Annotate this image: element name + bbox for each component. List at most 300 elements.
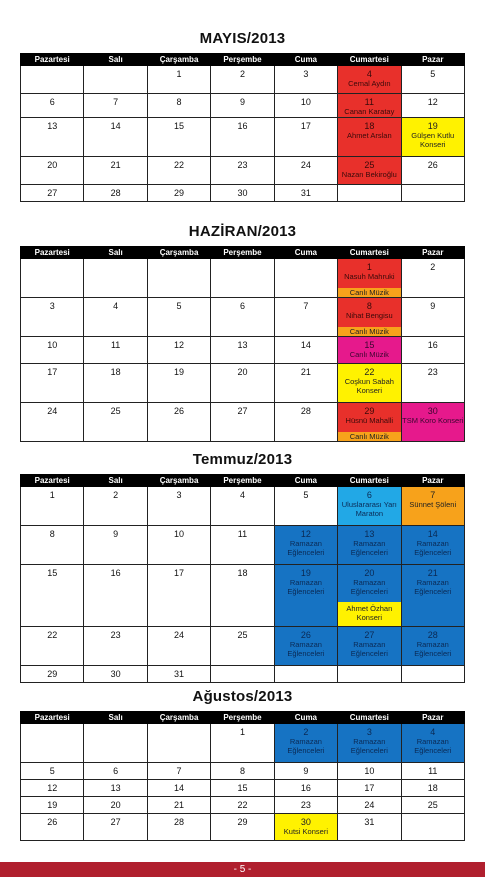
day-cell [84, 487, 147, 526]
month-title: HAZİRAN/2013 [188, 223, 297, 240]
day-cell [211, 526, 274, 565]
day-number [84, 259, 146, 262]
day-number: 26 [174, 406, 185, 416]
day-cell [21, 797, 84, 814]
day-number: 25 [110, 406, 121, 416]
day-number: 17 [364, 783, 375, 793]
event-label: Ramazan Eğlenceleri [414, 640, 452, 658]
day-number: 30 [300, 817, 311, 827]
week-row [21, 403, 465, 442]
day-number: 15 [237, 783, 248, 793]
day-cell [84, 403, 147, 442]
day-cell [274, 724, 337, 763]
day-number: 22 [174, 160, 185, 170]
day-number: 18 [364, 121, 375, 131]
day-number [211, 666, 273, 669]
week-row [21, 565, 465, 627]
day-number [338, 185, 400, 188]
day-cell [274, 487, 337, 526]
weekday-header: Perşembe [211, 54, 274, 66]
weekday-header: Cumartesi [338, 475, 401, 487]
month-title: Ağustos/2013 [192, 688, 293, 705]
day-number: 1 [366, 262, 372, 272]
day-number: 7 [430, 490, 436, 500]
day-cell [21, 94, 84, 118]
event-label: Ramazan Eğlenceleri [350, 539, 388, 557]
day-cell [274, 66, 337, 94]
day-cell [147, 259, 210, 298]
event-sub-label: Ahmet Özhan Konseri [338, 602, 400, 626]
day-cell [211, 814, 274, 841]
week-row [21, 364, 465, 403]
day-number: 27 [364, 630, 375, 640]
event-label: Ramazan Eğlenceleri [350, 578, 388, 596]
day-number: 21 [300, 367, 311, 377]
day-cell [401, 185, 464, 202]
day-number: 28 [300, 406, 311, 416]
day-cell [21, 526, 84, 565]
day-number: 8 [366, 301, 372, 311]
day-cell [401, 337, 464, 364]
day-number: 18 [110, 367, 121, 377]
day-number: 6 [239, 301, 245, 311]
day-cell [338, 157, 401, 185]
event-label: Ramazan Eğlenceleri [287, 578, 325, 596]
weekday-header: Çarşamba [147, 475, 210, 487]
week-row [21, 763, 465, 780]
day-number: 12 [427, 97, 438, 107]
day-number: 1 [239, 727, 245, 737]
day-number: 8 [239, 766, 245, 776]
day-number: 5 [176, 301, 182, 311]
day-cell [21, 118, 84, 157]
day-number: 27 [237, 406, 248, 416]
weekday-header: Pazartesi [21, 54, 84, 66]
day-cell [147, 565, 210, 627]
day-number: 20 [237, 367, 248, 377]
weekday-header: Pazar [401, 247, 464, 259]
week-row [21, 526, 465, 565]
day-number: 29 [47, 669, 58, 679]
week-row [21, 487, 465, 526]
day-cell [21, 298, 84, 337]
day-cell [21, 724, 84, 763]
day-number: 23 [300, 800, 311, 810]
day-cell [338, 259, 401, 298]
day-number: 25 [364, 160, 375, 170]
day-cell [21, 565, 84, 627]
day-number: 4 [366, 69, 372, 79]
event-label: Cemal Aydın [348, 79, 391, 88]
month-title: Temmuz/2013 [192, 451, 293, 468]
day-number: 31 [364, 817, 375, 827]
day-number [84, 724, 146, 727]
day-number: 30 [427, 406, 438, 416]
day-cell [338, 565, 401, 627]
day-number: 5 [303, 490, 309, 500]
day-cell [211, 118, 274, 157]
week-row [21, 185, 465, 202]
day-cell [338, 763, 401, 780]
event-label: Ramazan Eğlenceleri [287, 539, 325, 557]
day-number: 3 [176, 490, 182, 500]
day-number: 23 [237, 160, 248, 170]
day-number: 29 [237, 817, 248, 827]
event-label: Ramazan Eğlenceleri [287, 737, 325, 755]
event-label: Ramazan Eğlenceleri [287, 640, 325, 658]
calendar-table [20, 711, 465, 841]
event-label: Nihat Bengisu [345, 311, 393, 320]
day-number: 7 [113, 97, 119, 107]
day-cell [211, 797, 274, 814]
day-cell [211, 565, 274, 627]
day-cell [147, 627, 210, 666]
day-cell [84, 157, 147, 185]
day-cell [21, 666, 84, 683]
day-cell [147, 403, 210, 442]
event-sub-label: Canlı Müzik [338, 432, 400, 441]
day-number: 3 [303, 69, 309, 79]
week-row [21, 94, 465, 118]
day-cell [401, 259, 464, 298]
day-cell [84, 259, 147, 298]
day-number: 1 [49, 490, 55, 500]
day-cell [401, 298, 464, 337]
day-cell [338, 185, 401, 202]
week-row [21, 259, 465, 298]
week-row [21, 780, 465, 797]
day-number: 18 [237, 568, 248, 578]
day-number: 3 [366, 727, 372, 737]
day-cell [401, 487, 464, 526]
day-cell [211, 185, 274, 202]
weekday-header: Pazartesi [21, 475, 84, 487]
week-row [21, 814, 465, 841]
day-cell [21, 403, 84, 442]
day-cell [401, 66, 464, 94]
day-number: 16 [110, 568, 121, 578]
day-number: 5 [49, 766, 55, 776]
day-number: 2 [239, 69, 245, 79]
day-number: 14 [427, 529, 438, 539]
day-number: 31 [174, 669, 185, 679]
day-cell [147, 94, 210, 118]
day-number [148, 259, 210, 262]
day-cell [211, 337, 274, 364]
day-cell [274, 763, 337, 780]
day-number: 20 [47, 160, 58, 170]
day-cell [211, 780, 274, 797]
day-cell [147, 66, 210, 94]
event-label: Nasuh Mahruki [344, 272, 395, 281]
event-label: Ramazan Eğlenceleri [414, 737, 452, 755]
day-number: 19 [174, 367, 185, 377]
event-label: Ramazan Eğlenceleri [414, 578, 452, 596]
day-number: 11 [110, 340, 121, 350]
day-number: 12 [300, 529, 311, 539]
weekday-header: Perşembe [211, 712, 274, 724]
day-number: 18 [427, 783, 438, 793]
day-number: 7 [176, 766, 182, 776]
day-number [275, 259, 337, 262]
day-cell [84, 627, 147, 666]
day-cell [84, 724, 147, 763]
day-cell [147, 797, 210, 814]
day-cell [84, 797, 147, 814]
day-number: 22 [47, 630, 58, 640]
day-cell [274, 666, 337, 683]
day-cell [21, 780, 84, 797]
day-cell [401, 94, 464, 118]
day-cell [338, 337, 401, 364]
day-cell [401, 157, 464, 185]
event-label: Hüsnü Mahalli [345, 416, 394, 425]
week-row [21, 797, 465, 814]
event-sub-label: Canlı Müzik [338, 288, 400, 297]
day-number: 24 [300, 160, 311, 170]
weekday-header: Perşembe [211, 475, 274, 487]
day-number: 24 [47, 406, 58, 416]
day-cell [401, 814, 464, 841]
day-cell [147, 763, 210, 780]
day-cell [147, 364, 210, 403]
day-number: 27 [47, 188, 58, 198]
day-number: 11 [237, 529, 248, 539]
day-number: 10 [47, 340, 58, 350]
day-number: 17 [300, 121, 311, 131]
weekday-header: Perşembe [211, 247, 274, 259]
day-cell [338, 797, 401, 814]
day-cell [401, 797, 464, 814]
day-cell [274, 185, 337, 202]
day-cell [338, 118, 401, 157]
day-number: 19 [300, 568, 311, 578]
day-number: 9 [239, 97, 245, 107]
day-cell [401, 724, 464, 763]
day-cell [84, 763, 147, 780]
event-label: Coşkun Sabah Konseri [344, 377, 394, 395]
week-row [21, 298, 465, 337]
day-number: 12 [174, 340, 185, 350]
calendar-table [20, 474, 465, 683]
week-row [21, 337, 465, 364]
day-cell [147, 337, 210, 364]
weekday-header: Cumartesi [338, 54, 401, 66]
day-cell [338, 627, 401, 666]
weekday-header: Çarşamba [147, 54, 210, 66]
day-cell [274, 364, 337, 403]
day-number: 19 [427, 121, 438, 131]
day-number: 13 [237, 340, 248, 350]
day-number: 8 [176, 97, 182, 107]
day-number [275, 666, 337, 669]
day-cell [21, 259, 84, 298]
day-cell [338, 403, 401, 442]
day-number: 7 [303, 301, 309, 311]
day-number: 26 [47, 817, 58, 827]
day-number: 11 [364, 97, 374, 107]
day-cell [84, 185, 147, 202]
day-number: 16 [300, 783, 311, 793]
day-number: 6 [113, 766, 119, 776]
day-number: 20 [364, 568, 375, 578]
day-cell [21, 487, 84, 526]
day-number: 24 [364, 800, 375, 810]
weekday-header: Cuma [274, 475, 337, 487]
day-cell [274, 565, 337, 627]
day-cell [401, 364, 464, 403]
day-number: 1 [176, 69, 182, 79]
day-cell [338, 666, 401, 683]
day-number [148, 724, 210, 727]
event-label: Ramazan Eğlenceleri [414, 539, 452, 557]
day-cell [338, 526, 401, 565]
day-cell [21, 364, 84, 403]
day-cell [211, 724, 274, 763]
day-number: 2 [113, 490, 119, 500]
day-cell [274, 814, 337, 841]
day-cell [21, 763, 84, 780]
day-number: 9 [430, 301, 436, 311]
day-cell [84, 666, 147, 683]
day-cell [401, 118, 464, 157]
day-cell [21, 157, 84, 185]
day-number [84, 66, 146, 69]
day-number: 15 [47, 568, 58, 578]
weekday-header: Çarşamba [147, 247, 210, 259]
day-cell [21, 66, 84, 94]
day-cell [84, 364, 147, 403]
event-label: Gülşen Kutlu Konseri [411, 131, 455, 149]
weekday-header: Salı [84, 712, 147, 724]
day-cell [274, 298, 337, 337]
day-number [338, 666, 400, 669]
week-row [21, 627, 465, 666]
day-cell [147, 780, 210, 797]
day-number: 12 [47, 783, 58, 793]
day-cell [338, 66, 401, 94]
day-number: 14 [300, 340, 311, 350]
day-number: 31 [300, 188, 311, 198]
weekday-header: Cumartesi [338, 247, 401, 259]
weekday-header: Salı [84, 54, 147, 66]
day-cell [147, 185, 210, 202]
day-cell [211, 666, 274, 683]
day-cell [401, 763, 464, 780]
day-number [402, 814, 464, 817]
day-number: 28 [427, 630, 438, 640]
weekday-header: Cuma [274, 247, 337, 259]
week-row [21, 157, 465, 185]
day-cell [401, 526, 464, 565]
day-cell [338, 487, 401, 526]
day-number: 22 [237, 800, 248, 810]
day-cell [274, 780, 337, 797]
day-number [21, 66, 83, 69]
day-number: 3 [49, 301, 55, 311]
weekday-header: Cumartesi [338, 712, 401, 724]
day-number: 11 [428, 766, 438, 776]
day-number: 26 [427, 160, 438, 170]
day-number: 13 [47, 121, 58, 131]
day-cell [84, 94, 147, 118]
day-number: 29 [174, 188, 185, 198]
day-cell [21, 185, 84, 202]
day-number: 23 [110, 630, 121, 640]
day-number: 9 [113, 529, 119, 539]
month-title: MAYIS/2013 [199, 30, 286, 47]
day-cell [211, 763, 274, 780]
day-cell [84, 565, 147, 627]
day-cell [338, 94, 401, 118]
week-row [21, 118, 465, 157]
day-cell [84, 814, 147, 841]
day-cell [338, 814, 401, 841]
day-number: 30 [110, 669, 121, 679]
day-cell [211, 627, 274, 666]
day-number: 4 [239, 490, 245, 500]
day-number: 10 [174, 529, 185, 539]
week-row [21, 666, 465, 683]
day-number: 23 [427, 367, 438, 377]
day-number: 17 [47, 367, 58, 377]
day-cell [274, 94, 337, 118]
day-cell [147, 666, 210, 683]
day-cell [274, 797, 337, 814]
day-cell [147, 814, 210, 841]
day-number: 21 [427, 568, 438, 578]
day-cell [84, 66, 147, 94]
day-cell [401, 666, 464, 683]
day-cell [211, 403, 274, 442]
day-number: 20 [110, 800, 121, 810]
day-cell [211, 157, 274, 185]
day-number: 4 [430, 727, 436, 737]
day-cell [211, 66, 274, 94]
day-number: 4 [113, 301, 119, 311]
day-cell [21, 337, 84, 364]
day-cell [84, 526, 147, 565]
event-sub-label: Canlı Müzik [338, 327, 400, 336]
weekday-header: Pazar [401, 54, 464, 66]
day-cell [147, 724, 210, 763]
event-label: Kutsi Konseri [283, 827, 328, 836]
day-number: 21 [110, 160, 121, 170]
day-cell [274, 157, 337, 185]
day-number: 8 [49, 529, 55, 539]
day-number: 28 [110, 188, 121, 198]
calendar-table [20, 246, 465, 442]
event-label: Ramazan Eğlenceleri [350, 737, 388, 755]
day-number [402, 185, 464, 188]
day-number [21, 724, 83, 727]
event-label: Ahmet Arslan [347, 131, 392, 140]
event-label: Ramazan Eğlenceleri [350, 640, 388, 658]
day-cell [21, 814, 84, 841]
day-cell [147, 487, 210, 526]
weekday-header: Cuma [274, 54, 337, 66]
event-label: TSM Koro Konseri [402, 416, 464, 425]
calendar-table [20, 53, 465, 202]
event-label: Sünnet Şöleni [409, 500, 457, 509]
day-number: 21 [174, 800, 185, 810]
day-cell [147, 118, 210, 157]
weekday-header: Pazartesi [21, 712, 84, 724]
event-label: Nazan Bekiroğlu [341, 170, 397, 179]
day-cell [338, 364, 401, 403]
event-label: Canlı Müzik [349, 350, 389, 359]
day-cell [338, 298, 401, 337]
